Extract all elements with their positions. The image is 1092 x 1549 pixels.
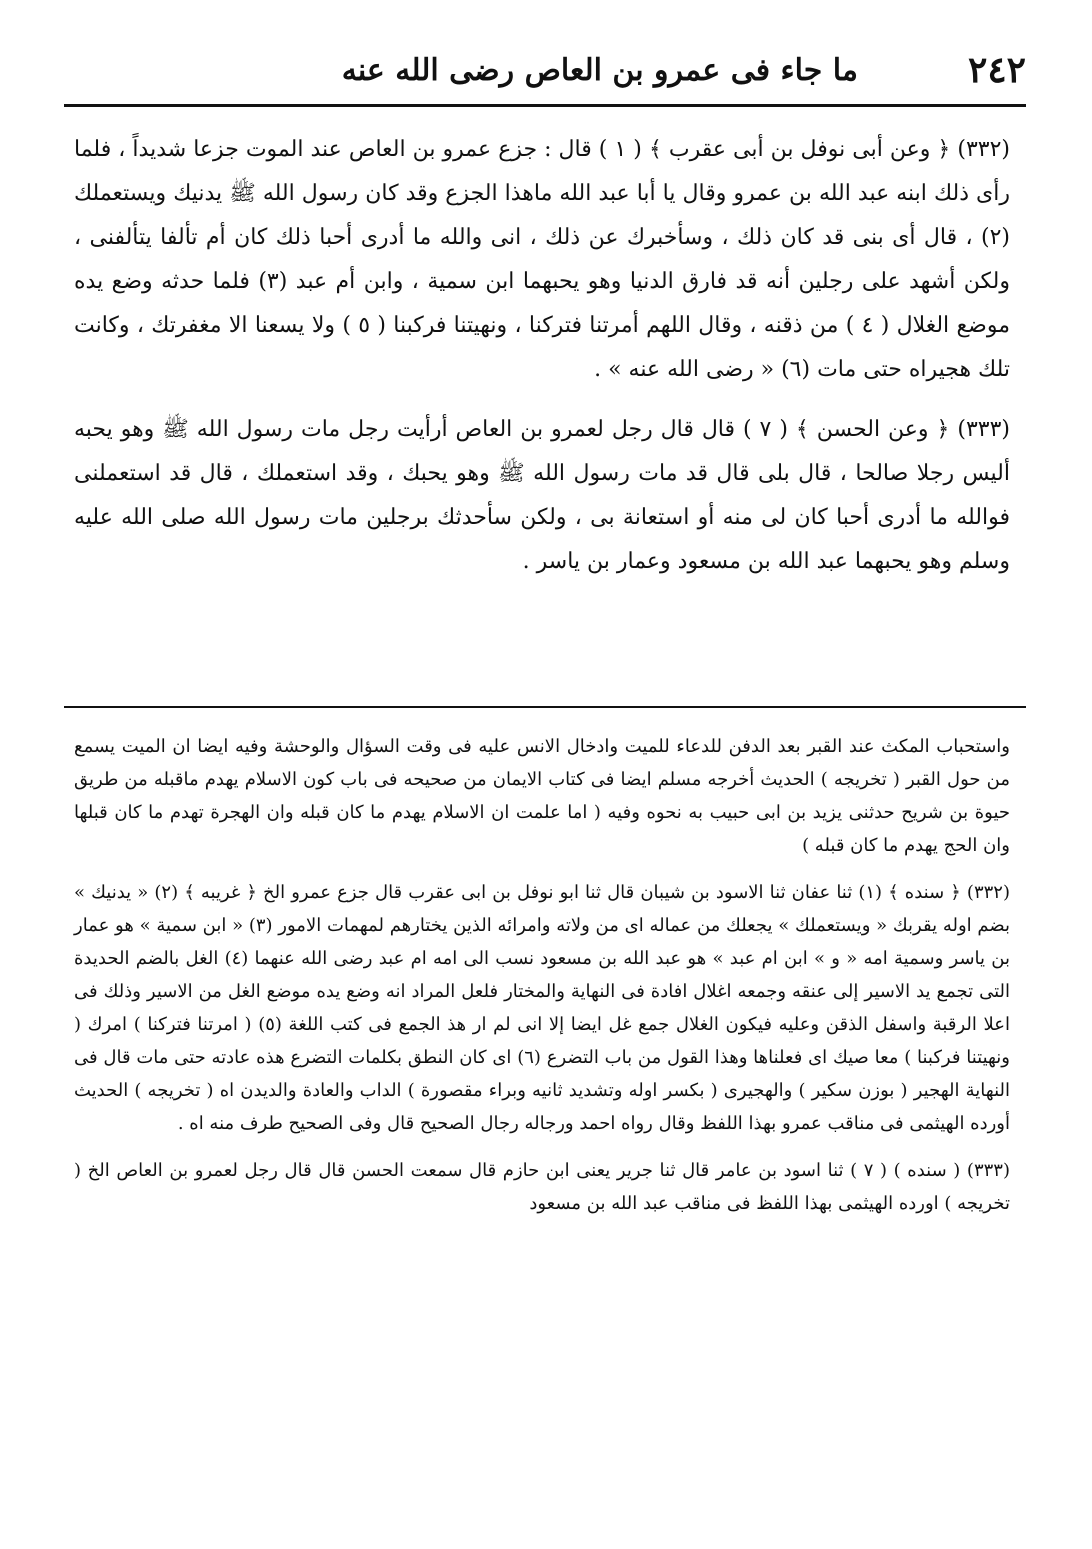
page-number: ٢٤٢ <box>967 49 1026 91</box>
page-header <box>66 42 1026 98</box>
footnote-continuation: واستحباب المكث عند القبر بعد الدفن للدعاء للميت وادخال الانس عليه فى وقت السؤال والوحشة وفيه ايضا ان الميت يسمع من حول القبر ( تخريجه ) الحديث أخرجه مسلم ايضا فى كتاب الايمان من صحيحه فى باب كون الاسلام يهدم ماقبله من طريق حيوة بن شريح حدثنى يزيد بن ابى حبيب به نحوه وفيه ( اما علمت ان الاسلام يهدم ما كان قبله وان الهجرة تهدم ما كان قبلها وان الحج يهدم ما كان قبله ) <box>74 736 1010 856</box>
footnote-332: (٣٣٢) ﴿ سنده ﴾ (١) ثنا عفان ثنا الاسود بن شيبان قال ثنا ابو نوفل بن ابى عقرب قال جزع عمرو الخ ﴿ غريبه ﴾ (٢) « يدنيك » بضم اوله يقربك « ويستعملك » يجعلك من عماله اى من ولاته وامرائه الذين يختارهم لمهمات الامور (٣) « ابن سمية » هو عمار بن ياسر وسمية امه « و » ابن ام عبد » هو عبد الله بن مسعود نسب الى امه ام عبد رضى الله عنهما (٤) الغل بالضم الحديدة التى تجمع يد الاسير إلى عنقه وجمعه اغلال افادة فى النهاية والمختار فلعل المراد انه وضع يده موضع الغل من الاسير وذلك فى اعلا الرقبة واسفل الذقن وعليه فيكون الغلال جمع غل ايضا إلا انى لم ار هذ الجمع فى كتب اللغة (٥) ( امرتنا فتركنا ) امرك ( ونهيتنا فركبنا ) معا صيك اى فعلناها وهذا القول من باب التضرع (٦) اى كان النطق بكلمات التضرع هذه عادته حتى مات قال فى النهاية الهجير ( بوزن سكير ) والهجيرى ( بكسر اوله وتشديد ثانيه وبراء مقصورة ) الداب والعادة والديدن اه ( تخريجه ) الحديث أورده الهيثمى فى مناقب عمرو بهذا اللفظ وقال رواه احمد ورجاله رجال الصحيح قال وفى الصحيح طرف منه اه . <box>74 882 1010 1134</box>
footnotes <box>74 730 1010 1234</box>
footnote-divider <box>64 706 1026 708</box>
footnote-333: (٣٣٣) ( سنده ) ( ٧ ) ثنا اسود بن عامر قال ثنا جرير يعنى ابن حازم قال سمعت الحسن قال قال رجل لعمرو بن العاص الخ ( تخريجه ) اورده الهيثمى بهذا اللفظ فى مناقب عبد الله بن مسعود <box>74 1160 1010 1214</box>
hadith-333-paragraph: (٣٣٣) ﴿ وعن الحسن ﴾ ( ٧ ) قال قال رجل لعمرو بن العاص أرأيت رجل مات رسول الله ﷺ وهو يحبه أليس رجلا صالحا ، قال بلى قال قد مات رسول الله ﷺ وهو يحبك ، وقد استعملك ، قال قد استعملنى فوالله ما أدرى أحبا كان لى منه أو استعانة بى ، ولكن سأحدثك برجلين مات رسول الله صلى الله عليه وسلم وهو يحبهما عبد الله بن مسعود وعمار بن ياسر . <box>74 417 1010 574</box>
main-text <box>74 128 1010 600</box>
header-divider <box>64 104 1026 107</box>
hadith-332-paragraph: (٣٣٢) ﴿ وعن أبى نوفل بن أبى عقرب ﴾ ( ١ ) قال : جزع عمرو بن العاص عند الموت جزعا شديداً ، فلما رأى ذلك ابنه عبد الله بن عمرو وقال يا أبا عبد الله ماهذا الجزع وقد كان رسول الله ﷺ يدنيك ويستعملك (٢) ، قال أى بنى قد كان ذلك ، وسأخبرك عن ذلك ، انى والله ما أدرى أحبا ذلك كان أم تألفا يتألفنى ، ولكن أشهد على رجلين أنه قد فارق الدنيا وهو يحبهما ابن سمية ، وابن أم عبد (٣) فلما حدثه وضع يده موضع الغلال ( ٤ ) من ذقنه ، وقال اللهم أمرتنا فتركنا ، ونهيتنا فركبنا ( ٥ ) ولا يسعنا الا مغفرتك ، وكانت تلك هجيراه حتى مات (٦) « رضى الله عنه » . <box>74 137 1010 382</box>
running-title: ما جاء فى عمرو بن العاص رضى الله عنه <box>341 52 858 88</box>
